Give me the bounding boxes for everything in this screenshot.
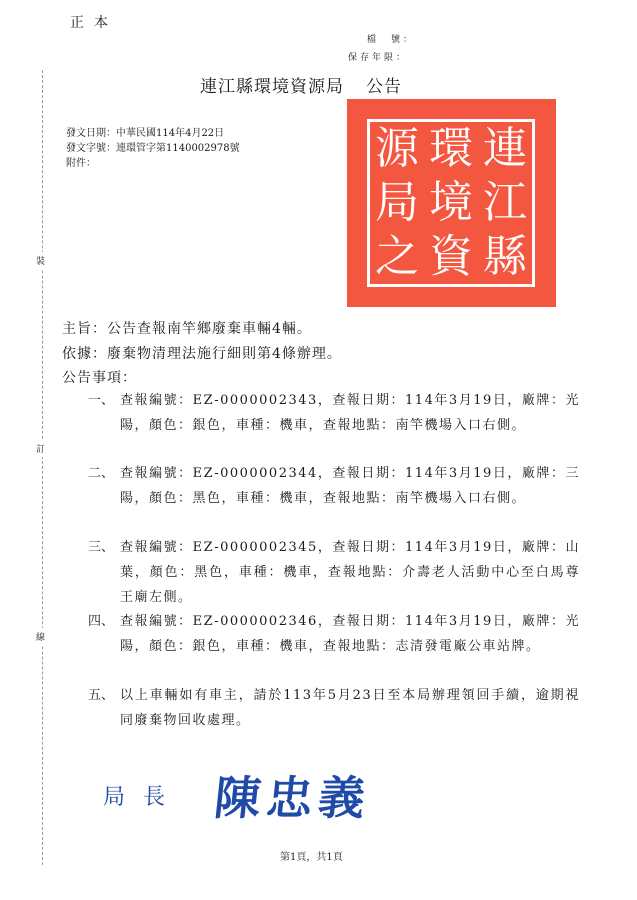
item-number: 四、: [88, 614, 115, 629]
basis-text: 廢棄物清理法施行細則第4條辦理。: [107, 346, 342, 362]
item-text: 查報編號：EZ-0000002344，查報日期：114年3月19日，廠牌：三陽，顏色：黑色，車種：機車，查報地點：南竿機場入口右側。: [120, 466, 580, 506]
item-number: 二、: [88, 466, 115, 481]
subject-text: 公告查報南竿鄉廢棄車輛4輛。: [107, 321, 312, 337]
document-type: 公告: [366, 77, 402, 97]
issue-date-row: [66, 124, 224, 139]
document-number-value: 連環管字第1140002978號: [116, 143, 240, 154]
item-text: 查報編號：EZ-0000002346，查報日期：114年3月19日，廠牌：光陽，顏色：銀色，車種：機車，查報地點：志清發電廠公車站牌。: [120, 614, 580, 654]
seal-character: 環: [429, 123, 473, 174]
document-number-label: 發文字號：: [66, 143, 116, 154]
binding-mark-line: 線: [36, 628, 45, 645]
director-title: 局長: [103, 785, 184, 810]
seal-character: 連: [483, 123, 527, 174]
attachment-row: [66, 154, 96, 169]
agency-name: 連江縣環境資源局: [200, 77, 344, 97]
seal-character: 縣: [483, 231, 527, 282]
copy-label: 正本: [70, 15, 118, 31]
item-text: 查報編號：EZ-0000002345，查報日期：114年3月19日，廠牌：山葉，顏色：黑色，車種：機車，查報地點：介壽老人活動中心至白馬尊王廟左側。: [120, 540, 580, 605]
item-number: 三、: [88, 540, 115, 555]
seal-character: 之: [375, 231, 419, 282]
binding-mark-bind: 裝: [36, 252, 45, 269]
basis-label: 依據：: [62, 346, 107, 362]
document-number-row: [66, 139, 240, 154]
items-heading: 公告事項：: [62, 370, 137, 386]
binding-mark-stitch: 訂: [36, 440, 45, 457]
basis-line: [62, 343, 342, 363]
document-header: [200, 72, 402, 97]
seal-frame: [367, 119, 535, 287]
issue-date-value: 中華民國114年4月22日: [116, 128, 225, 139]
item-text: 以上車輛如有車主，請於113年5月23日至本局辦理領回手續，逾期視同廢棄物回收處理。: [120, 688, 580, 728]
item-number: 一、: [88, 393, 115, 408]
seal-character: 境: [429, 177, 473, 228]
subject-line: [62, 318, 312, 338]
item-number: 五、: [88, 688, 115, 703]
seal-character: 資: [429, 231, 473, 282]
attachment-label: 附件：: [66, 158, 96, 169]
item-text: 查報編號：EZ-0000002343，查報日期：114年3月19日，廠牌：光陽，顏色：銀色，車種：機車，查報地點：南竿機場入口右側。: [120, 393, 580, 433]
seal-character: 源: [375, 123, 419, 174]
binding-line: [42, 70, 43, 865]
seal-character: 江: [483, 177, 527, 228]
subject-label: 主旨：: [62, 321, 107, 337]
official-seal: [347, 99, 556, 307]
director-name: 陳忠義: [211, 771, 374, 825]
issue-date-label: 發文日期：: [66, 128, 116, 139]
retention-period-label: 保存年限：: [348, 53, 409, 63]
archive-number-label: 檔 號：: [367, 35, 416, 45]
page-number: 第1頁，共1頁: [280, 852, 343, 863]
seal-character: 局: [375, 177, 419, 228]
